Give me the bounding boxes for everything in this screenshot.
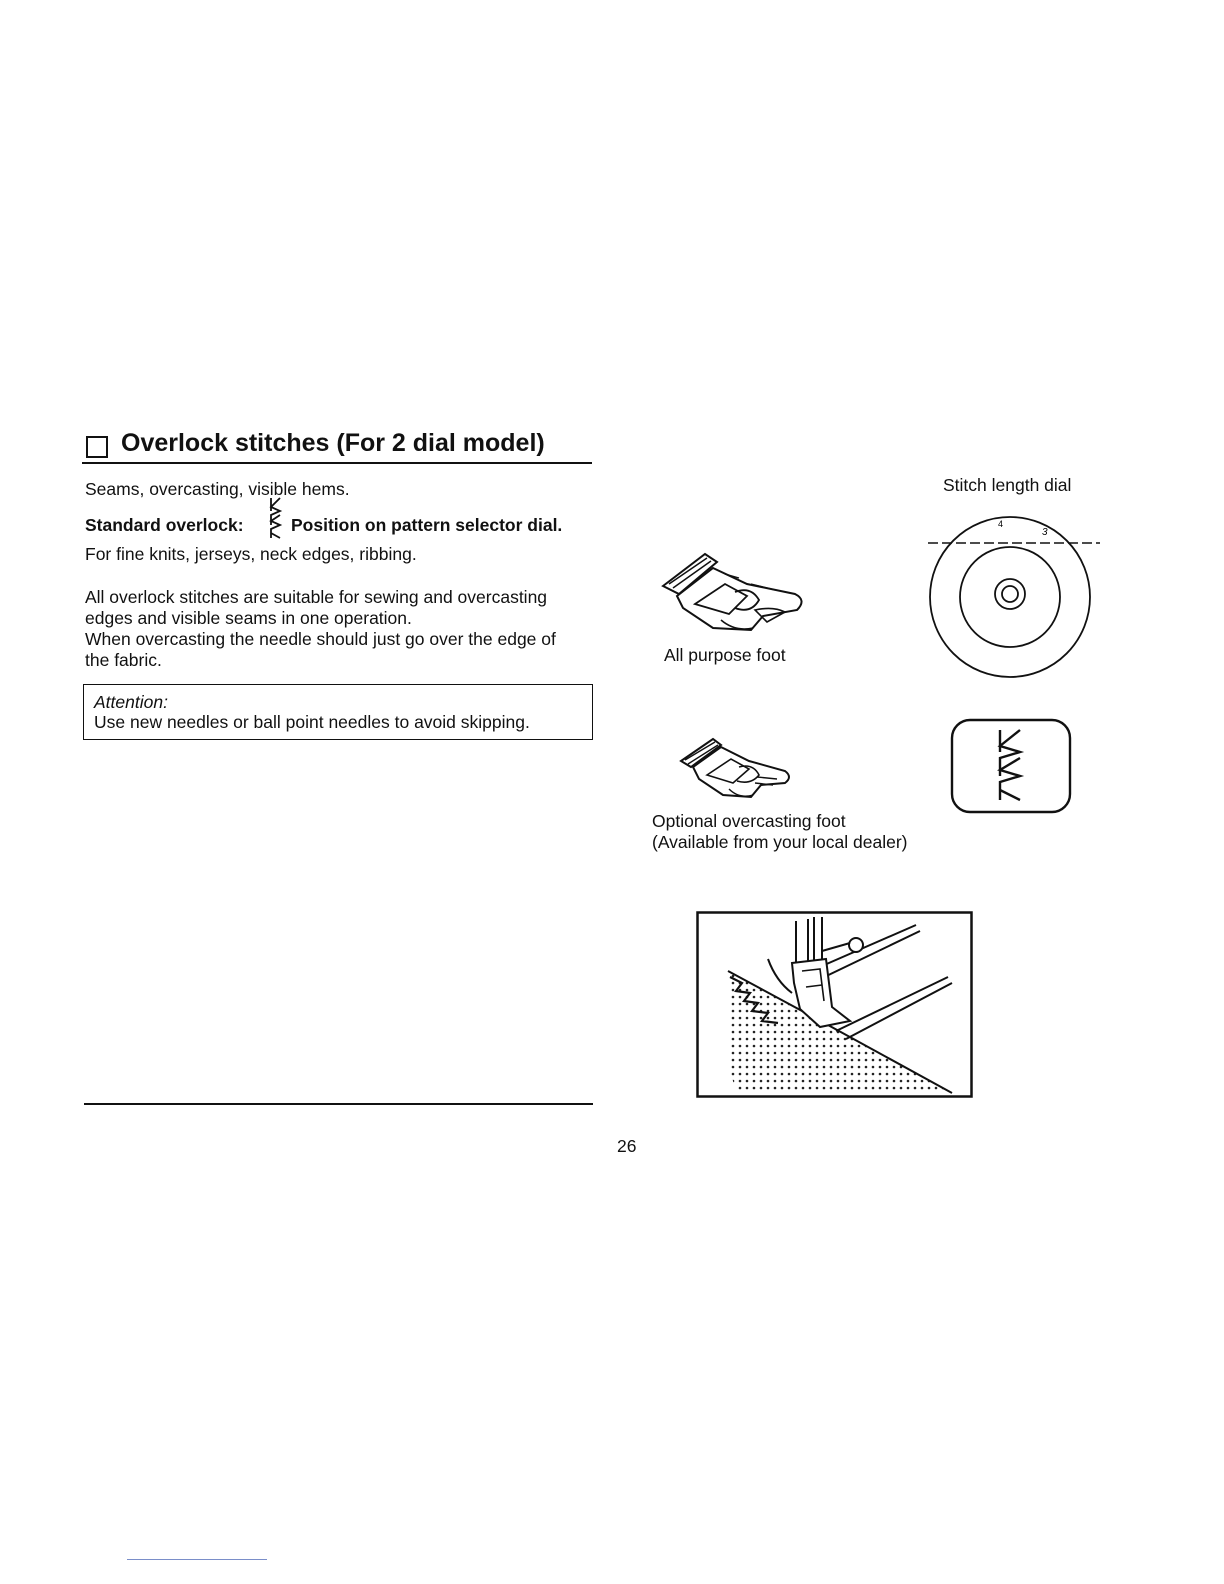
dial-label: Stitch length dial [943, 475, 1072, 495]
paragraph-line: the fabric. [85, 650, 162, 670]
foot1-label: All purpose foot [664, 645, 786, 665]
dial-mark-4: 4 [998, 519, 1004, 529]
section-title: Overlock stitches (For 2 dial model) [121, 429, 545, 457]
bottom-rule [84, 1103, 593, 1105]
footer-link-rule [127, 1559, 267, 1560]
foot2-label-line2: (Available from your local dealer) [652, 832, 908, 852]
uses-text: Seams, overcasting, visible hems. [85, 479, 350, 499]
title-underline [82, 462, 592, 464]
overlock-stitch-symbol-icon [950, 718, 1072, 814]
heading-checkbox-icon [86, 436, 108, 458]
paragraph-line: When overcasting the needle should just go over the edge of [85, 629, 556, 649]
paragraph-line: edges and visible seams in one operation. [85, 608, 412, 628]
stitch-length-dial-icon [920, 505, 1110, 685]
page-number: 26 [617, 1136, 637, 1156]
all-purpose-foot-icon [655, 548, 815, 643]
standard-overlock-label: Standard overlock: [85, 515, 244, 535]
overlock-stitch-inline-icon [268, 497, 284, 539]
dial-mark-3: 3 [1042, 527, 1048, 538]
foot2-label-line1: Optional overcasting foot [652, 811, 846, 831]
standard-position-text: Position on pattern selector dial. [291, 515, 563, 535]
attention-heading: Attention: [94, 692, 168, 712]
attention-text: Use new needles or ball point needles to avoid skipping. [94, 712, 530, 732]
paragraph-line: All overlock stitches are suitable for sewing and overcasting [85, 587, 548, 607]
fine-knits-text: For fine knits, jerseys, neck edges, ribbing. [85, 544, 417, 564]
overcasting-sewing-illustration [696, 911, 974, 1099]
overcasting-foot-icon [677, 733, 797, 808]
